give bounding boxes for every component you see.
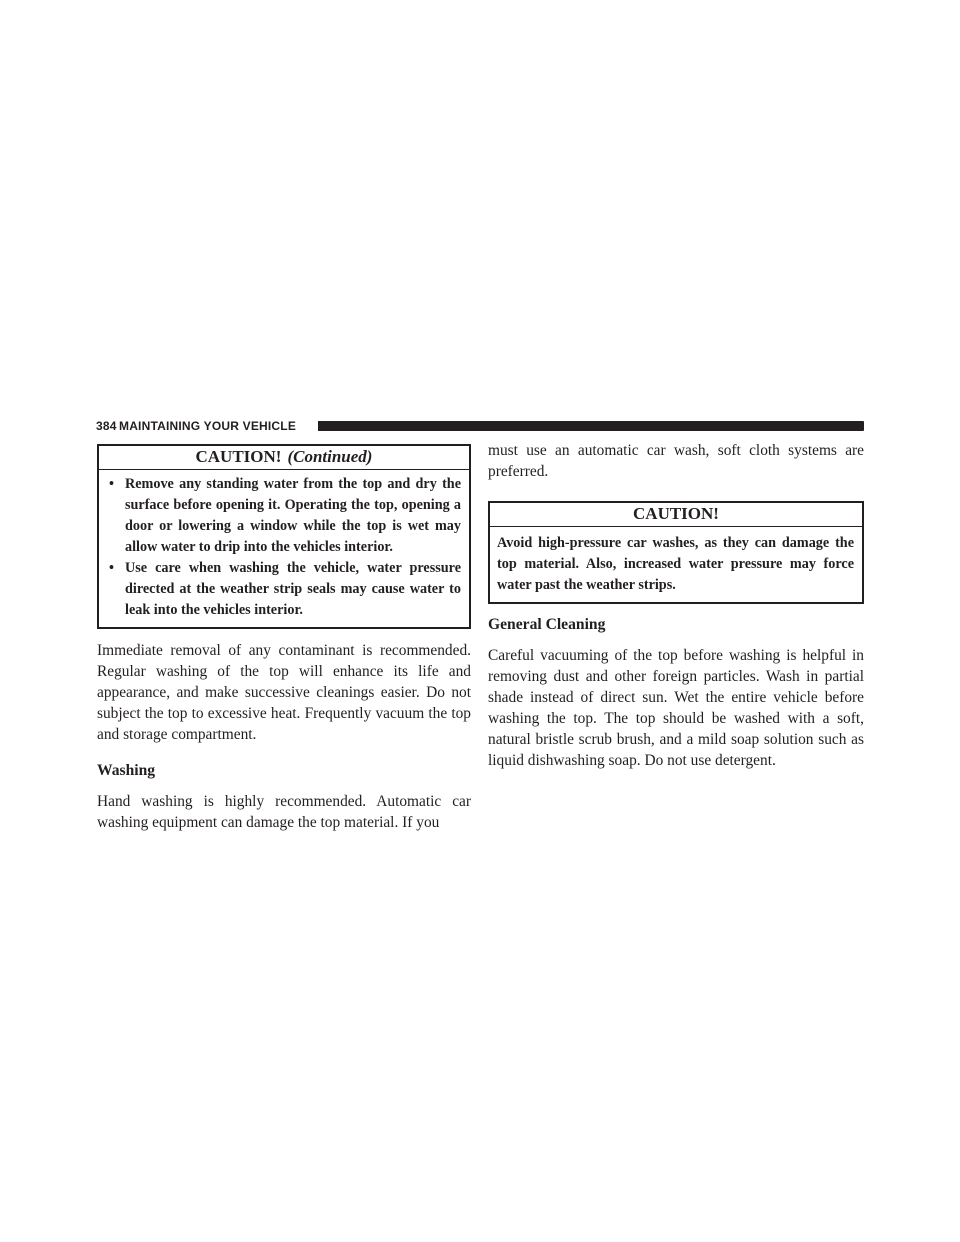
washing-paragraph-continued: must use an automatic car wash, soft cloth systems are preferred. (488, 442, 864, 480)
caution-body (99, 470, 469, 627)
caution-bullet-text: Use care when washing the vehicle, water pressure directed at the weather strip seals may cause water to leak into the vehicles interior. (125, 560, 461, 618)
washing-heading: Washing (97, 762, 156, 779)
page-header (96, 419, 864, 433)
caution-heading (99, 446, 469, 470)
caution-title: CAUTION! (195, 447, 282, 466)
caution-continued-label: (Continued) (287, 447, 373, 466)
bullet-icon: • (109, 476, 114, 492)
caution-bullet (107, 558, 461, 621)
header-rule (318, 421, 864, 431)
bullet-icon: • (109, 560, 114, 576)
caution-title: CAUTION! (633, 504, 719, 523)
page-number: 384 (96, 419, 117, 433)
caution-bullet-text: Remove any standing water from the top and dry the surface before opening it. Operating the top, opening a door or lowering a window while the top is wet may allow water to drip into the vehicles interior. (125, 476, 461, 555)
right-column (488, 440, 864, 771)
general-cleaning-paragraph: Careful vacuuming of the top before washing is helpful in removing dust and other foreign particles. Wash in partial shade instead of direct sun. Wet the entire vehicle before washing the top. The top should be washed with a soft, natural bristle scrub brush, and a mild soap solution such as liquid dishwashing soap. Do not use detergent. (488, 647, 864, 769)
caution-body: Avoid high-pressure car washes, as they can damage the top material. Also, increased water pressure may force water past the weather strips. (497, 535, 854, 593)
caution-heading (490, 503, 862, 527)
caution-box (488, 501, 864, 604)
section-title: MAINTAINING YOUR VEHICLE (119, 419, 297, 433)
caution-box-continued (97, 444, 471, 629)
left-column (97, 444, 471, 833)
contaminant-paragraph: Immediate removal of any contaminant is recommended. Regular washing of the top will enhance its life and appearance, and make successive cleanings easier. Do not subject the top to excessive heat. Frequently vacuum the top and storage compartment. (97, 642, 471, 743)
washing-paragraph: Hand washing is highly recommended. Automatic car washing equipment can damage the top material. If you (97, 793, 471, 831)
caution-bullet (107, 474, 461, 558)
general-cleaning-heading: General Cleaning (488, 616, 606, 633)
